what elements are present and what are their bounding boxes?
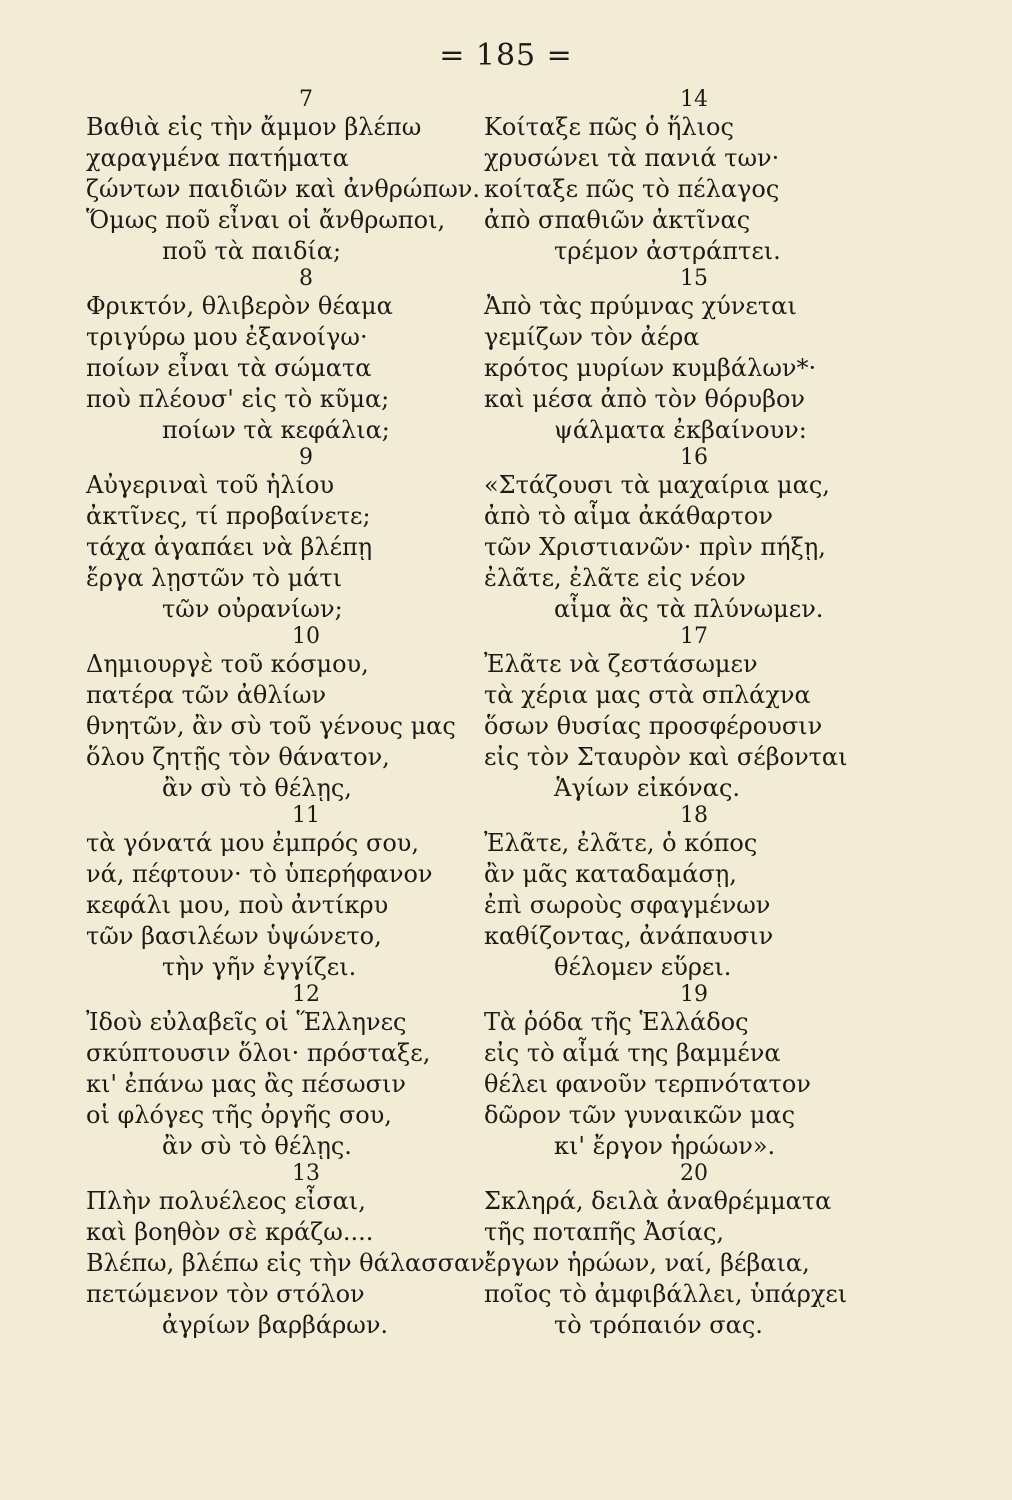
verse-line: Ἀπὸ τὰς πρύμνας χύνεται <box>484 292 797 320</box>
stanza <box>86 267 486 446</box>
verse-line: πατέρα τῶν ἀθλίων <box>86 681 327 709</box>
verse-line: χαραγμένα πατήματα <box>86 144 349 172</box>
verse-line: ἀγρίων βαρβάρων. <box>162 1311 389 1339</box>
verse-line: Τὰ ῥόδα τῆς Ἑλλάδος <box>484 1008 749 1036</box>
verse-line: τρέμον ἀστράπτει. <box>554 237 781 265</box>
stanza-number: 12 <box>292 982 320 1007</box>
verse-line: καὶ βοηθὸν σὲ κράζω.... <box>86 1218 374 1246</box>
stanza <box>484 983 884 1162</box>
verse-line: κοίταξε πῶς τὸ πέλαγος <box>484 175 780 203</box>
verse-line: ποίων εἶναι τὰ σώματα <box>86 354 372 382</box>
verse-line: Πλὴν πολυέλεος εἶσαι, <box>86 1187 366 1215</box>
verse-line: κι' ἐπάνω μας ἂς πέσωσιν <box>86 1070 406 1098</box>
stanza-number: 15 <box>680 266 708 291</box>
verse-line: ἐλᾶτε, ἐλᾶτε εἰς νέον <box>484 564 746 592</box>
verse-line: εἰς τὸ αἷμά της βαμμένα <box>484 1039 781 1067</box>
verse-line: τάχα ἀγαπάει νὰ βλέπῃ <box>86 533 373 561</box>
verse-line: Ὅμως ποῦ εἶναι οἱ ἄνθρωποι, <box>86 206 446 234</box>
stanza <box>86 446 486 625</box>
stanza <box>86 804 486 983</box>
verse-line: τῶν οὐρανίων; <box>162 595 343 623</box>
verse-line: ἀπὸ σπαθιῶν ἀκτῖνας <box>484 206 751 234</box>
verse-line: κρότος μυρίων κυμβάλων*· <box>484 354 817 382</box>
stanza-number: 20 <box>680 1161 708 1186</box>
verse-line: ποῦ τὰ παιδία; <box>162 237 342 265</box>
stanza <box>86 1162 486 1341</box>
stanza-number: 14 <box>680 87 708 112</box>
verse-line: ἀκτῖνες, τί προβαίνετε; <box>86 502 371 530</box>
verse-line: Ἰδοὺ εὐλαβεῖς οἱ Ἕλληνες <box>86 1008 407 1036</box>
verse-line: ποῖος τὸ ἀμφιβάλλει, ὑπάρχει <box>484 1280 848 1308</box>
verse-line: κεφάλι μου, ποὺ ἀντίκρυ <box>86 891 389 919</box>
verse-line: νά, πέφτουν· τὸ ὑπερήφανον <box>86 860 433 888</box>
stanza-number: 9 <box>299 445 313 470</box>
verse-line: ἔργων ἡρώων, ναί, βέβαια, <box>484 1249 810 1277</box>
verse-line: ψάλματα ἐκβαίνουν: <box>554 416 807 444</box>
verse-line: τῶν βασιλέων ὑψώνετο, <box>86 922 382 950</box>
verse-line: καὶ μέσα ἀπὸ τὸν θόρυβον <box>484 385 806 413</box>
stanza <box>86 625 486 804</box>
stanza-number: 16 <box>680 445 708 470</box>
verse-line: τὸ τρόπαιόν σας. <box>554 1311 763 1339</box>
verse-line: «Στάζουσι τὰ μαχαίρια μας, <box>484 471 830 499</box>
verse-line: ἔργα λῃστῶν τὸ μάτι <box>86 564 343 592</box>
verse-line: Βαθιὰ εἰς τὴν ἄμμον βλέπω <box>86 113 422 141</box>
verse-line: ἀπὸ τὸ αἷμα ἀκάθαρτον <box>484 502 773 530</box>
stanza-number: 10 <box>292 624 320 649</box>
stanza <box>86 88 486 267</box>
page-number: = 185 = <box>439 38 573 73</box>
verse-line: τῆς ποταπῆς Ἀσίας, <box>484 1218 725 1246</box>
verse-line: οἱ φλόγες τῆς ὀργῆς σου, <box>86 1101 392 1129</box>
stanza <box>484 1162 884 1341</box>
verse-line: τὰ γόνατά μου ἐμπρός σου, <box>86 829 420 857</box>
verse-line: καθίζοντας, ἀνάπαυσιν <box>484 922 774 950</box>
stanza <box>484 446 884 625</box>
verse-line: θέλομεν εὕρει. <box>554 953 732 981</box>
verse-line: τῶν Χριστιανῶν· πρὶν πήξῃ, <box>484 533 826 561</box>
verse-line: θέλει φανοῦν τερπνότατον <box>484 1070 811 1098</box>
stanza-number: 13 <box>292 1161 320 1186</box>
stanza-number: 8 <box>299 266 313 291</box>
verse-line: ὅσων θυσίας προσφέρουσιν <box>484 712 823 740</box>
verse-line: εἰς τὸν Σταυρὸν καὶ σέβονται <box>484 743 848 771</box>
verse-line: Φρικτόν, θλιβερὸν θέαμα <box>86 292 393 320</box>
verse-line: ἐπὶ σωροὺς σφαγμένων <box>484 891 771 919</box>
verse-line: Κοίταξε πῶς ὁ ἥλιος <box>484 113 734 141</box>
verse-line: χρυσώνει τὰ πανιά των· <box>484 144 780 172</box>
verse-line: ἂν σὺ τὸ θέλῃς. <box>162 1132 352 1160</box>
stanza-number: 17 <box>680 624 708 649</box>
verse-line: ἂν μᾶς καταδαμάσῃ, <box>484 860 737 888</box>
verse-line: ποὺ πλέουσ' εἰς τὸ κῦμα; <box>86 385 390 413</box>
verse-line: δῶρον τῶν γυναικῶν μας <box>484 1101 796 1129</box>
stanza-number: 7 <box>299 87 313 112</box>
verse-line: ποίων τὰ κεφάλια; <box>162 416 390 444</box>
verse-line: ζώντων παιδιῶν καὶ ἀνθρώπων. <box>86 175 481 203</box>
verse-line: Βλέπω, βλέπω εἰς τὴν θάλασσαν <box>86 1249 485 1277</box>
verse-line: Δημιουργὲ τοῦ κόσμου, <box>86 650 369 678</box>
verse-line: σκύπτουσιν ὅλοι· πρόσταξε, <box>86 1039 431 1067</box>
verse-line: Ἁγίων εἰκόνας. <box>554 774 741 802</box>
verse-line: Σκληρά, δειλὰ ἀναθρέμματα <box>484 1187 832 1215</box>
stanza <box>484 267 884 446</box>
right-column <box>484 88 884 1341</box>
verse-line: Αὐγεριναὶ τοῦ ἡλίου <box>86 471 335 499</box>
verse-line: τριγύρω μου ἐξανοίγω· <box>86 323 368 351</box>
verse-line: Ἐλᾶτε νὰ ζεστάσωμεν <box>484 650 758 678</box>
verse-line: ἂν σὺ τὸ θέλῃς, <box>162 774 352 802</box>
verse-line: Ἐλᾶτε, ἐλᾶτε, ὁ κόπος <box>484 829 758 857</box>
verse-line: ὅλου ζητῇς τὸν θάνατον, <box>86 743 390 771</box>
stanza <box>484 804 884 983</box>
stanza <box>484 88 884 267</box>
verse-line: τὴν γῆν ἐγγίζει. <box>162 953 357 981</box>
stanza-number: 18 <box>680 803 708 828</box>
left-column <box>86 88 486 1341</box>
stanza-number: 11 <box>292 803 320 828</box>
verse-line: κι' ἔργον ἡρώων». <box>554 1132 776 1160</box>
verse-line: πετώμενον τὸν στόλον <box>86 1280 365 1308</box>
stanza-number: 19 <box>680 982 708 1007</box>
verse-line: αἷμα ἂς τὰ πλύνωμεν. <box>554 595 824 623</box>
verse-line: τὰ χέρια μας στὰ σπλάχνα <box>484 681 811 709</box>
verse-line: γεμίζων τὸν ἀέρα <box>484 323 700 351</box>
verse-line: θνητῶν, ἂν σὺ τοῦ γένους μας <box>86 712 456 740</box>
stanza <box>86 983 486 1162</box>
stanza <box>484 625 884 804</box>
